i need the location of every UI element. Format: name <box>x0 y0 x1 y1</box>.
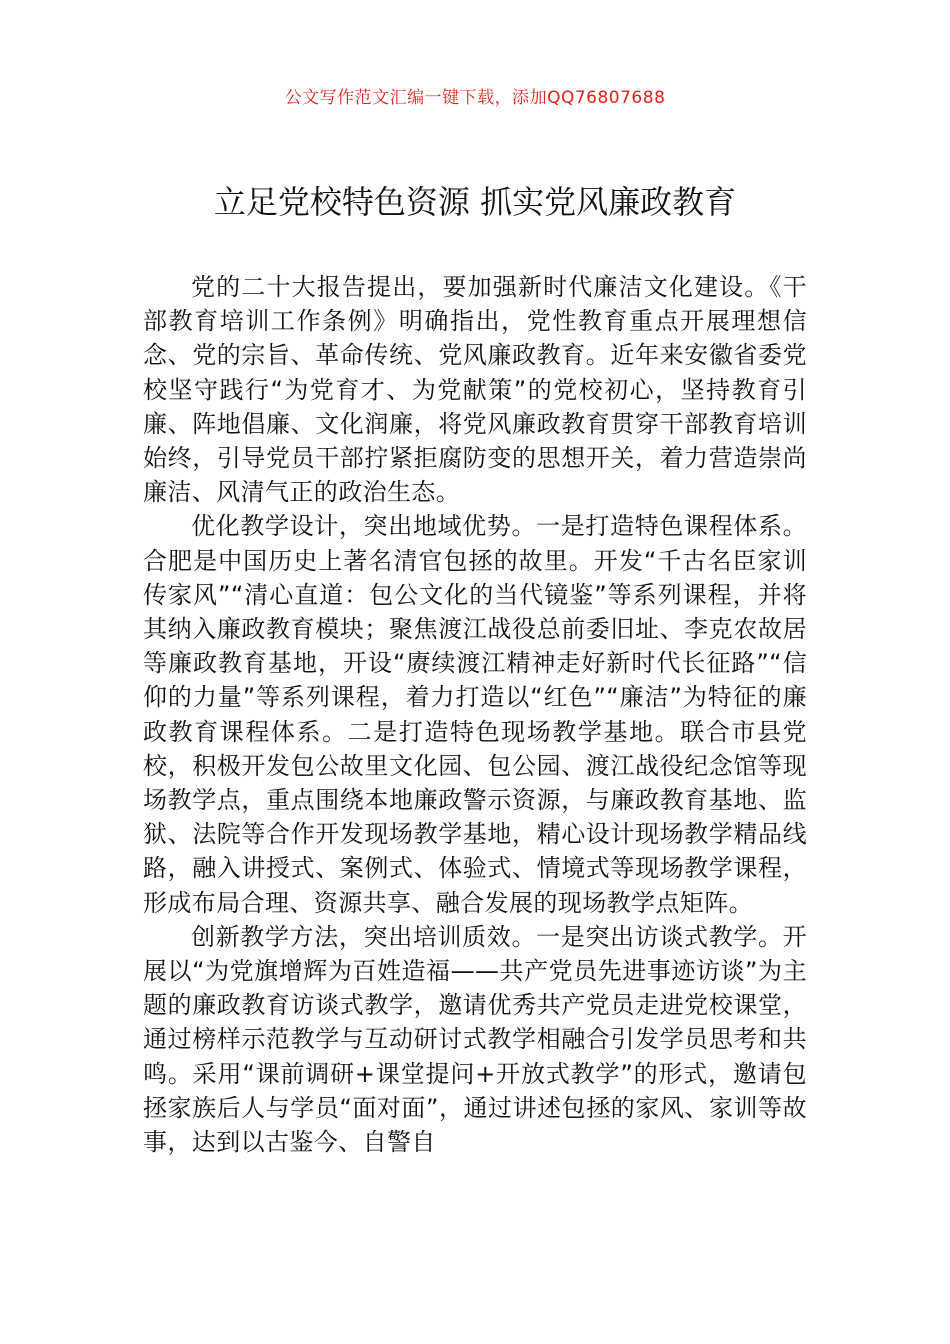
paragraph-teaching-design: 优化教学设计，突出地域优势。一是打造特色课程体系。合肥是中国历史上著名清官包拯的故里。开发“千古名臣家训传家风”“清心直道：包公文化的当代镜鉴”等系列课程，并将其纳入廉政教育模块；聚焦渡江战役总前委旧址、李克农故居等廉政教育基地，开设“赓续渡江精神走好新时代长征路”“信仰的力量”等系列课程，着力打造以“红色”“廉洁”为特征的廉政教育课程体系。二是打造特色现场教学基地。联合市县党校，积极开发包公故里文化园、包公园、渡江战役纪念馆等现场教学点，重点围绕本地廉政警示资源，与廉政教育基地、监狱、法院等合作开发现场教学基地，精心设计现场教学精品线路，融入讲授式、案例式、体验式、情境式等现场教学课程，形成布局合理、资源共享、融合发展的现场教学点矩阵。 <box>143 512 807 917</box>
document-title: 立足党校特色资源 抓实党风廉政教育 <box>213 183 737 221</box>
document-body <box>143 270 807 1159</box>
paragraph-intro: 党的二十大报告提出，要加强新时代廉洁文化建设。《干部教育培训工作条例》明确指出，党性教育重点开展理想信念、党的宗旨、革命传统、党风廉政教育。近年来安徽省委党校坚守践行“为党育才、为党献策”的党校初心，坚持教育引廉、阵地倡廉、文化润廉，将党风廉政教育贯穿干部教育培训始终，引导党员干部拧紧拒腐防变的思想开关，着力营造崇尚廉洁、风清气正的政治生态。 <box>143 273 807 507</box>
paragraph-teaching-methods: 创新教学方法，突出培训质效。一是突出访谈式教学。开展以“为党旗增辉为百姓造福——共产党员先进事迹访谈”为主题的廉政教育访谈式教学，邀请优秀共产党员走进党校课堂，通过榜样示范教学与互动研讨式教学相融合引发学员思考和共鸣。采用“课前调研+课堂提问+开放式教学”的形式，邀请包拯家族后人与学员“面对面”，通过讲述包拯的家风、家训等故事，达到以古鉴今、自警自 <box>143 922 807 1157</box>
download-promo-note: 公文写作范文汇编一键下载，添加QQ76807688 <box>284 88 666 108</box>
